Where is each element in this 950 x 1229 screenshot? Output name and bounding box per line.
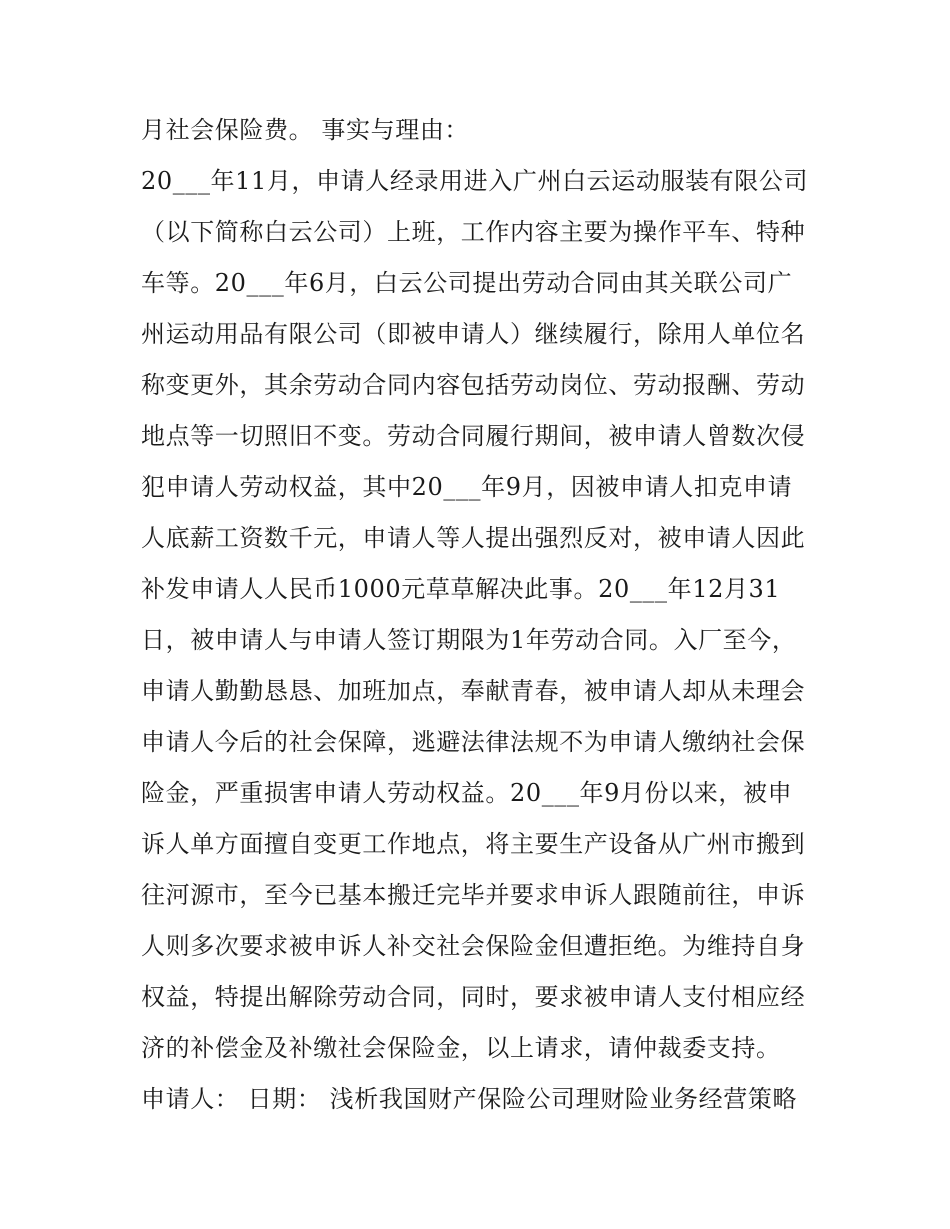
text-line: 日，被申请人与申请人签订期限为1年劳动合同。入厂至今， [141, 626, 797, 654]
text-line: 车等。20___年6月，白云公司提出劳动合同由其关联公司广 [141, 269, 793, 297]
text-line: 犯申请人劳动权益，其中20___年9月，因被申请人扣克申请 [141, 473, 793, 501]
text-line: 地点等一切照旧不变。劳动合同履行期间，被申请人曾数次侵 [141, 422, 806, 450]
text-line: 济的补偿金及补缴社会保险金，以上请求，请仲裁委支持。 [141, 1034, 781, 1062]
text-line: 补发申请人人民币1000元草草解决此事。20___年12月31 [141, 575, 781, 603]
text-line: 20___年11月，申请人经录用进入广州白云运动服装有限公司 [141, 167, 809, 195]
text-line: 险金，严重损害申请人劳动权益。20___年9月份以来，被申 [141, 779, 793, 807]
text-line: 诉人单方面擅自变更工作地点，将主要生产设备从广州市搬到 [141, 830, 806, 858]
text-line: 权益，特提出解除劳动合同，同时，要求被申请人支付相应经 [141, 983, 806, 1011]
text-line: 州运动用品有限公司（即被申请人）继续履行，除用人单位名 [141, 320, 806, 348]
text-line: 人底薪工资数千元，申请人等人提出强烈反对，被申请人因此 [141, 524, 806, 552]
text-line: 申请人： 日期： 浅析我国财产保险公司理财险业务经营策略 [141, 1085, 798, 1113]
text-line: 往河源市，至今已基本搬迁完毕并要求申诉人跟随前往，申诉 [141, 881, 806, 909]
text-line: （以下简称白云公司）上班，工作内容主要为操作平车、特种 [141, 218, 806, 246]
text-line: 月社会保险费。 事实与理由： [141, 116, 470, 144]
text-line: 申请人勤勤恳恳、加班加点，奉献青春，被申请人却从未理会 [141, 677, 806, 705]
text-line: 人则多次要求被申诉人补交社会保险金但遭拒绝。为维持自身 [141, 932, 806, 960]
text-line: 称变更外，其余劳动合同内容包括劳动岗位、劳动报酬、劳动 [141, 371, 806, 399]
text-line: 申请人今后的社会保障，逃避法律法规不为申请人缴纳社会保 [141, 728, 806, 756]
